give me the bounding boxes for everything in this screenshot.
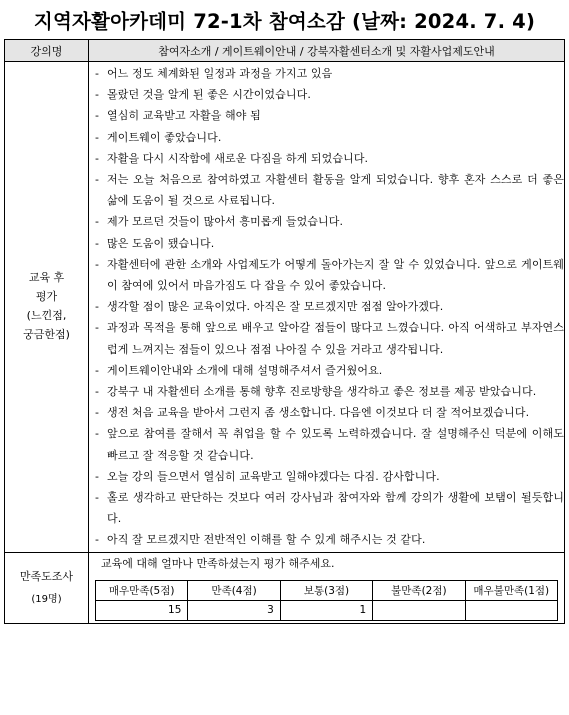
rating-value: 1 [280, 600, 372, 620]
feedback-item: - 저는 오늘 처음으로 참여하였고 자활센터 활동을 알게 되었습니다. 향후 혼자 스스로 더 좋은 삶에 도움이 될 것으로 사료됩니다. [95, 169, 564, 211]
rating-header: 만족(4점) [188, 580, 280, 600]
feedback-label [5, 62, 89, 553]
rating-value: 3 [188, 600, 280, 620]
feedback-label-line: 교육 후 [28, 271, 65, 285]
survey-count: (19명) [31, 593, 62, 605]
page-title: 지역자활아카데미 72-1차 참여소감 (날짜: 2024. 7. 4) [33, 10, 536, 33]
feedback-item: - 자활센터에 관한 소개와 사업제도가 어떻게 돌아가는지 잘 알 수 있었습니다. 앞으로 게이트웨이 참여에 있어서 마음가짐도 다 잡을 수 있어 좋았습니다. [95, 254, 564, 296]
feedback-label-line: 궁금한점) [23, 327, 70, 341]
feedback-item: - 앞으로 참여를 잘해서 꼭 취업을 할 수 있도록 노력하겠습니다. 잘 설명해주신 덕분에 이해도 빠르고 잘 적응할 것 같습니다. [95, 423, 564, 465]
feedback-item: - 몰랐던 것을 알게 된 좋은 시간이었습니다. [95, 84, 564, 105]
rating-header: 보통(3점) [280, 580, 372, 600]
feedback-item: - 과정과 목적을 통해 앞으로 배우고 알아갈 점들이 많다고 느꼈습니다. 아직 어색하고 부자연스럽게 느껴지는 점들이 있으나 점점 나아질 수 있을 거라고 생각됩니다. [95, 317, 564, 359]
feedback-label-line: 평가 [35, 290, 58, 304]
feedback-item: - 열심히 교육받고 자활을 해야 됨 [95, 105, 564, 126]
header-row [5, 40, 565, 62]
feedback-item: - 생전 처음 교육을 받아서 그런지 좀 생소합니다. 다음엔 이것보다 더 잘 적어보겠습니다. [95, 402, 564, 423]
lecture-name-header: 강의명 [5, 40, 89, 62]
rating-header-row [96, 580, 558, 600]
rating-value [373, 600, 465, 620]
feedback-item: - 많은 도움이 됐습니다. [95, 233, 564, 254]
rating-value [465, 600, 557, 620]
survey-row [5, 552, 565, 623]
feedback-item: - 아직 잘 모르겠지만 전반적인 이해를 할 수 있게 해주시는 것 같다. [95, 529, 564, 550]
feedback-item: - 생각할 점이 많은 교육이었다. 아직은 잘 모르겠지만 점점 알아가겠다. [95, 296, 564, 317]
survey-label-text: 만족도조사 [19, 569, 74, 583]
feedback-item: - 자활을 다시 시작함에 새로운 다짐을 하게 되었습니다. [95, 148, 564, 169]
rating-value-row [96, 600, 558, 620]
feedback-list-cell [89, 62, 565, 553]
feedback-row [5, 62, 565, 553]
rating-header: 매우만족(5점) [96, 580, 188, 600]
rating-header: 매우불만족(1점) [465, 580, 557, 600]
feedback-item: - 제가 모르던 것들이 많아서 흥미롭게 들었습니다. [95, 211, 564, 232]
feedback-item: - 게이트웨이 좋았습니다. [95, 127, 564, 148]
rating-value: 15 [96, 600, 188, 620]
feedback-item: - 어느 정도 체계화된 일정과 과정을 가지고 있음 [95, 63, 564, 84]
feedback-list [95, 63, 564, 551]
survey-label [5, 552, 89, 623]
survey-question: 교육에 대해 얼마나 만족하셨는지 평가 해주세요. [101, 556, 335, 570]
feedback-item: - 홀로 생각하고 판단하는 것보다 여러 강사님과 참여자와 함께 강의가 생활에 보탬이 될듯합니다. [95, 487, 564, 529]
feedback-item: - 게이트웨이안내와 소개에 대해 설명해주셔서 즐거웠어요. [95, 360, 564, 381]
feedback-item: - 강북구 내 자활센터 소개를 통해 향후 진로방향을 생각하고 좋은 정보를 제공 받았습니다. [95, 381, 564, 402]
evaluation-table [4, 39, 565, 624]
rating-table [95, 580, 558, 621]
feedback-item: - 오늘 강의 들으면서 열심히 교육받고 일해야겠다는 다짐. 감사합니다. [95, 466, 564, 487]
feedback-label-line: (느낀점, [26, 308, 67, 322]
lecture-name-value: 참여자소개 / 게이트웨이안내 / 강북자활센터소개 및 자활사업제도안내 [89, 40, 565, 62]
rating-header: 불만족(2점) [373, 580, 465, 600]
survey-cell [89, 552, 565, 623]
